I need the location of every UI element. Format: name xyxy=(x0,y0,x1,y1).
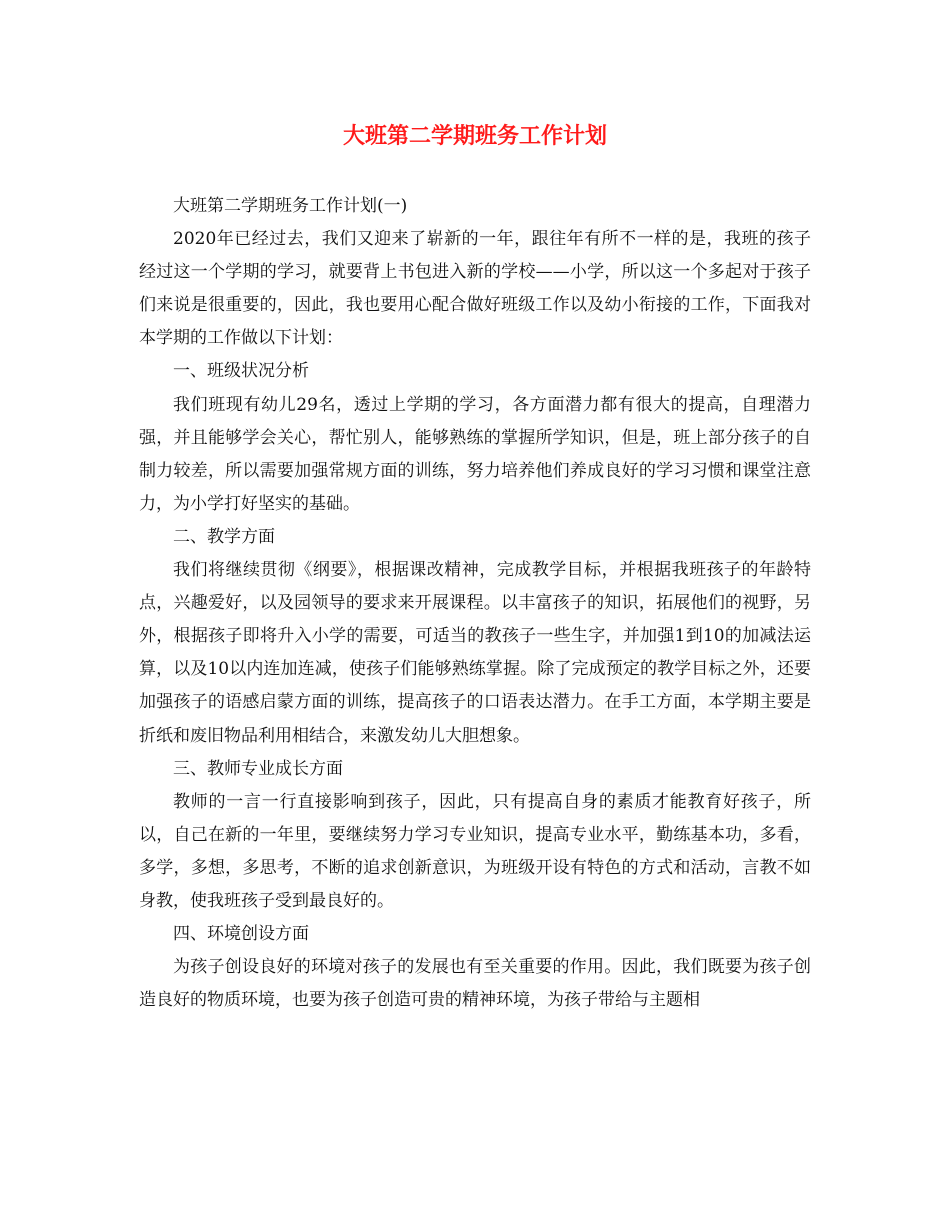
section-heading-environment: 四、环境创设方面 xyxy=(173,924,309,945)
section-heading-teaching: 二、教学方面 xyxy=(173,526,275,547)
environment-paragraph: 为孩子创设良好的环境对孩子的发展也有至关重要的作用。因此，我们既要为孩子创造良好的物质环境，也要为孩子创造可贵的精神环境，为孩子带给与主题相 xyxy=(139,957,811,1011)
teacher-growth-paragraph: 教师的一言一行直接影响到孩子，因此，只有提高自身的素质才能教育好孩子，所以，自己在新的一年里，要继续努力学习专业知识，提高专业水平，勤练基本功，多看，多学，多想，多思考，不断的追求创新意识，为班级开设有特色的方式和活动，言教不如身教，使我班孩子受到最良好的。 xyxy=(139,791,811,911)
document-body xyxy=(139,190,811,1017)
subtitle-paragraph: 大班第二学期班务工作计划(一) xyxy=(173,196,408,216)
section-heading-teacher-growth: 三、教师专业成长方面 xyxy=(173,758,343,779)
section-heading-class-status: 一、班级状况分析 xyxy=(173,361,309,382)
class-status-paragraph: 我们班现有幼儿29名，透过上学期的学习，各方面潜力都有很大的提高，自理潜力强，并且能够学会关心，帮忙别人，能够熟练的掌握所学知识，但是，班上部分孩子的自制力较差，所以需要加强常规方面的训练，努力培养他们养成良好的学习习惯和课堂注意力，为小学打好坚实的基础。 xyxy=(139,394,811,514)
intro-paragraph: 2020年已经过去，我们又迎来了崭新的一年，跟往年有所不一样的是，我班的孩子经过这一个学期的学习，就要背上书包进入新的学校——小学，所以这一个多起对于孩子们来说是很重要的，因此，我也要用心配合做好班级工作以及幼小衔接的工作，下面我对本学期的工作做以下计划： xyxy=(139,229,811,349)
document-title: 大班第二学期班务工作计划 xyxy=(342,123,607,149)
teaching-paragraph: 我们将继续贯彻《纲要》，根据课改精神，完成教学目标，并根据我班孩子的年龄特点，兴趣爱好，以及园领导的要求来开展课程。以丰富孩子的知识，拓展他们的视野，另外，根据孩子即将升入小学的需要，可适当的教孩子一些生字，并加强1到10的加减法运算，以及10以内连加连减，使孩子们能够熟练掌握。除了完成预定的教学目标之外，还要加强孩子的语感启蒙方面的训练，提高孩子的口语表达潜力。在手工方面，本学期主要是折纸和废旧物品利用相结合，来激发幼儿大胆想象。 xyxy=(139,560,811,746)
